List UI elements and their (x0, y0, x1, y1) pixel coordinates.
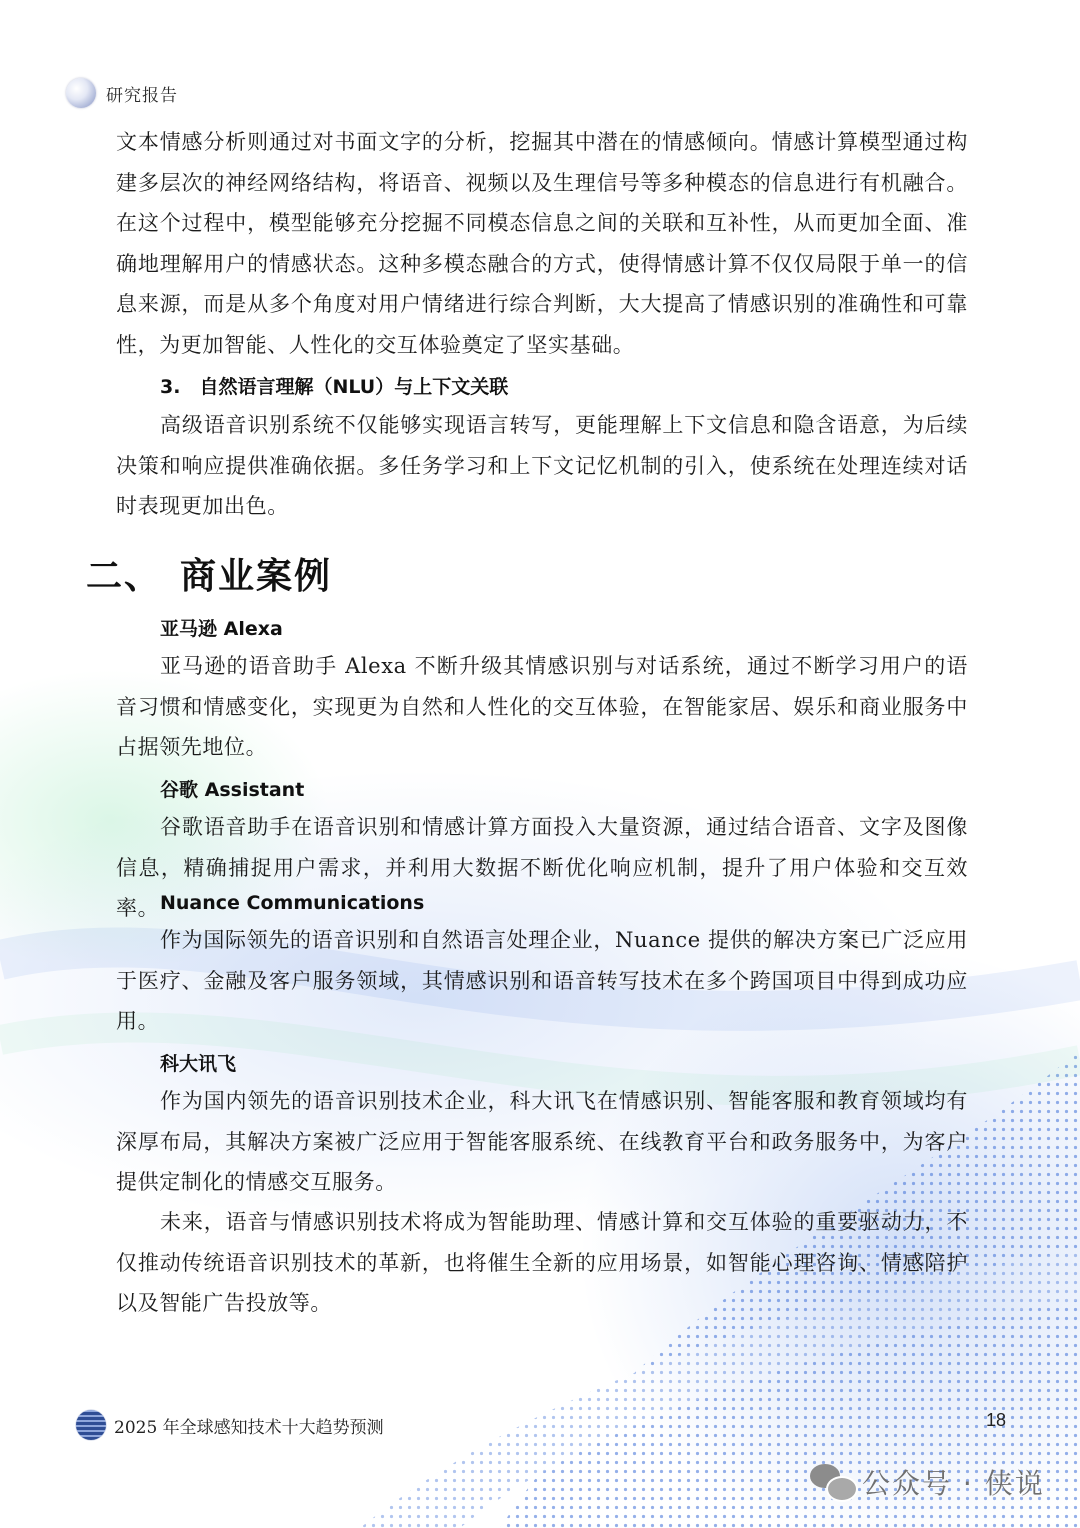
case-heading-alexa: 亚马逊 Alexa (160, 618, 283, 640)
section-title: 商业案例 (180, 555, 333, 597)
case-heading-google: 谷歌 Assistant (160, 779, 305, 801)
page-number: 18 (986, 1410, 1007, 1430)
case-text-iflytek: 作为国内领先的语音识别技术企业，科大讯飞在情感识别、智能客服和教育领域均有深厚布局，其解决方案被广泛应用于智能客服系统、在线教育平台和政务服务中，为客户提供定制化的情感交互服务。 (116, 1089, 968, 1194)
report-logo-icon (66, 78, 96, 108)
globe-icon (76, 1410, 106, 1440)
watermark-text: 公众号 · 侠说 (862, 1467, 1045, 1500)
paragraph-emotion-analysis: 文本情感分析则通过对书面文字的分析，挖掘其中潜在的情感倾向。情感计算模型通过构建多层次的神经网络结构，将语音、视频以及生理信号等多种模态的信息进行有机融合。在这个过程中，模型能够充分挖掘不同模态信息之间的关联和互补性，从而更加全面、准确地理解用户的情感状态。这种多模态融合的方式，使得情感计算不仅仅局限于单一的信息来源，而是从多个角度对用户情绪进行综合判断，大大提高了情感识别的准确性和可靠性，为更加智能、人性化的交互体验奠定了坚实基础。 (116, 130, 968, 357)
paragraph-nlu: 高级语音识别系统不仅能够实现语言转写，更能理解上下文信息和隐含语意，为后续决策和响应提供准确依据。多任务学习和上下文记忆机制的引入，使系统在处理连续对话时表现更加出色。 (116, 413, 968, 518)
case-text-alexa: 亚马逊的语音助手 Alexa 不断升级其情感识别与对话系统，通过不断学习用户的语音习惯和情感变化，实现更为自然和人性化的交互体验，在智能家居、娱乐和商业服务中占据领先地位。 (116, 654, 968, 759)
section-heading (86, 548, 332, 599)
case-heading-nuance: Nuance Communications (160, 892, 425, 914)
case-text-google: 谷歌语音助手在语音识别和情感计算方面投入大量资源，通过结合语音、文字及图像信息，精确捕捉用户需求，并利用大数据不断优化响应机制，提升了用户体验和交互效率。 (116, 815, 968, 920)
section-number: 二、 (86, 555, 163, 597)
case-text-nuance: 作为国际领先的语音识别和自然语言处理企业，Nuance 提供的解决方案已广泛应用于医疗、金融及客户服务领域，其情感识别和语音转写技术在多个跨国项目中得到成功应用。 (116, 928, 968, 1033)
wechat-icon (810, 1462, 856, 1502)
report-header (66, 76, 178, 110)
case-heading-iflytek: 科大讯飞 (160, 1053, 237, 1075)
wechat-watermark (810, 1462, 1045, 1502)
subheading-nlu: 3. 自然语言理解（NLU）与上下文关联 (160, 376, 509, 398)
report-footer (76, 1410, 384, 1440)
footer-title: 2025 年全球感知技术十大趋势预测 (114, 1417, 384, 1438)
paragraph-conclusion: 未来，语音与情感识别技术将成为智能助理、情感计算和交互体验的重要驱动力，不仅推动传统语音识别技术的革新，也将催生全新的应用场景，如智能心理咨询、情感陪护以及智能广告投放等。 (116, 1210, 968, 1315)
header-title: 研究报告 (106, 85, 178, 106)
